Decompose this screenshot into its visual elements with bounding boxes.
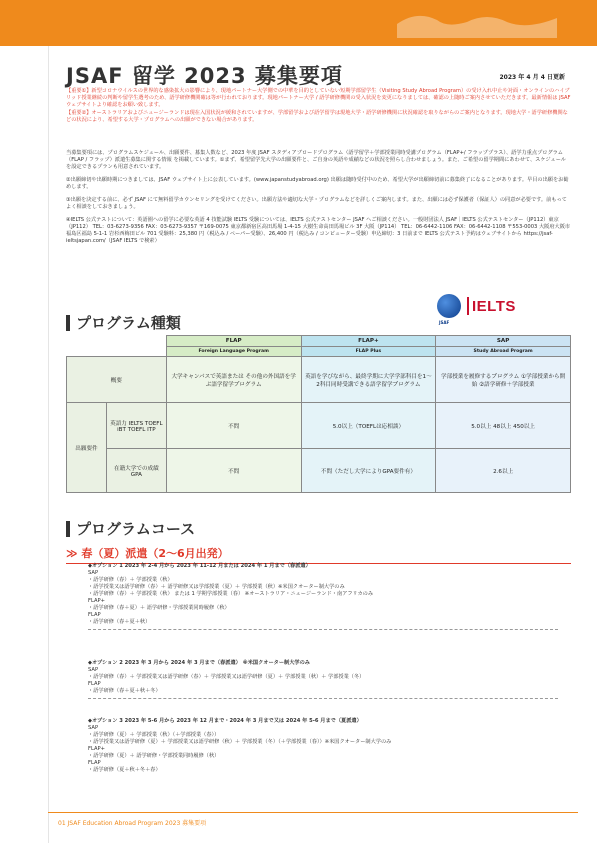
col-flapplus-sub: FLAP Plus	[301, 347, 436, 357]
option-line: ・語学研修（春）＋ 学部授業（秋）	[88, 577, 173, 583]
heading-bar	[66, 315, 70, 331]
option-line: FLAP+	[88, 598, 106, 604]
world-map-graphic	[387, 4, 567, 44]
table-corner	[67, 336, 167, 347]
table-corner-2	[67, 347, 167, 357]
updated-date: 2023 年 4 月 4 日更新	[499, 74, 565, 81]
paragraph-ielts: ④IELTS 公式テストについて：英語圏への留学に必要な英語 4 技能試験 IELTS 受験については、IELTS 公式テストセンター JSAF へご相談ください。一般財団法人 JSAF｜IELTS 公式テストセンター（JP112）東京（JP112） TEL：03-6273-9356 FAX：03-6273-9357 〒169-0075 東京都新宿区高田馬場 1-4-15 大樹生命高田馬場ビル 3F 大阪（JP114） TEL：06-6442-1106 FAX：06-6442-1108 〒553-0003 大阪府大阪市福島区福島 5-1-1 岩杉西梅田ビル 701 受験料：25,380 円（税込み / ペーパー受験）、26,400 円（税込み / コンピューター受験）申込締切：3 日前まで IELTS 公式テスト予約はウェブサイトから https://jsaf-ieltsjapan.com/（JSAF IELTS で検索）	[66, 217, 571, 244]
program-course-heading	[66, 518, 195, 539]
option-1-title: ◆オプション 1 2023 年 2-4 月から 2023 年 11-12 月または 2024 年 1 月まで（春派遣）	[88, 563, 311, 569]
footer-rule	[48, 812, 578, 813]
col-flapplus-header	[301, 336, 436, 347]
page-title: JSAF 留学 2023 募集要項	[66, 64, 343, 88]
option-line: ・語学授業又は語学研修（夏）＋ 学部授業又は語学研修（秋）＋ 学部授業（冬）（＋学部授業（春））※米国クオーター制大学のみ	[88, 739, 392, 745]
cell-flapplus-english: 5.0以上（TOEFLは応相談）	[301, 403, 436, 449]
option-line: ・語学研修（春＋夏＋秋）	[88, 619, 151, 625]
option-line: SAP	[88, 725, 99, 731]
spring-departure-text: 春（夏）派遣（2〜6月出発）	[81, 547, 229, 560]
row-requirements-label: 出願要件	[67, 403, 107, 493]
table-row-gpa	[67, 449, 571, 493]
paragraph-counseling: ③出願を決定する前に、必ず JSAF にて無料留学カウンセリングを受けてください。出願方法や適切な大学・プログラムなどを詳しくご案内します。また、出願には必ず保護者（保証人）の同意が必要です。前もってよく相談をしておきましょう。	[66, 197, 567, 210]
col-flap-name: FLAP	[225, 338, 242, 344]
col-sap-sub: Study Abroad Program	[436, 347, 571, 357]
option-2-title: ◆オプション 2 2023 年 3 月から 2024 年 3 月まで（春派遣） ※米国クオーター制大学のみ	[88, 660, 310, 666]
heading-bar	[66, 521, 70, 537]
dashed-divider	[88, 629, 558, 630]
cell-flap-english: 不問	[166, 403, 301, 449]
cell-sap-gpa: 2.6以上	[436, 449, 571, 493]
col-sap-header	[436, 336, 571, 347]
page-footer: 01 JSAF Education Abroad Program 2023 募集要項	[58, 820, 207, 827]
notice-1: 【重要①】新型コロナウイルスの世界的な感染拡大の影響により、現地パートナー大学側での中華を目的としていない短期学部留学生（Visiting Study Abroad Program）の受け入れ中止や対面・オンラインのハイブリッド授業継続の判断や留学生選考のため、語学研修機関確は等が行われております。現地パートナー大学 / 語学研修機関の受入状況を変更になりましては、確認の上随時ご案内させていただきます。最新情報は JSAF ウェブサイトより確認をお願い致します。	[66, 88, 571, 108]
option-line: SAP	[88, 570, 99, 576]
table-row-overview	[67, 357, 571, 403]
option-line: FLAP	[88, 681, 101, 687]
option-line: ・語学研修（夏＋秋＋冬＋春）	[88, 767, 161, 773]
col-flapplus-name: FLAP+	[358, 338, 379, 344]
course-option-2	[88, 660, 558, 699]
table-header-row	[67, 336, 571, 347]
option-line: SAP	[88, 667, 99, 673]
program-course-heading-text: プログラムコース	[76, 520, 196, 538]
table-row-english	[67, 403, 571, 449]
spring-departure-subheading	[66, 545, 571, 564]
course-option-1	[88, 563, 558, 630]
option-line: FLAP	[88, 760, 101, 766]
option-line: ・語学研修（夏）＋ 学部授業（秋）（＋学部授業（春））	[88, 732, 220, 738]
dashed-divider	[88, 698, 558, 699]
option-line: FLAP	[88, 612, 101, 618]
cell-flap-overview: 大学キャンパスで英語または その他の外国語を学ぶ語学留学プログラム	[166, 357, 301, 403]
ielts-logo-bar	[467, 297, 469, 315]
cell-flapplus-overview: 英語を学びながら、最終学期に大学学部科目を1〜2科目同時受講できる語学留学プログラム	[301, 357, 436, 403]
row-english-label: 英語力 IELTS TOEFL iBT TOEFL ITP	[106, 403, 166, 449]
notice-2: 【重要②】オーストラリアおよびニュージーランドは現在入国状況が緩和されていますが、学部留学および語学留学は現地大学・語学研修機関に状況確認を取りながらのご案内となります。現地大学・語学研修機関などの状況により、希望する大学・プログラムへの出願ができない場合があります。	[66, 110, 568, 123]
cell-flapplus-gpa: 不問（ただし大学によりGPA要件有）	[301, 449, 436, 493]
row-overview-label: 概要	[67, 357, 167, 403]
option-line: ・語学研修（夏）＋ 語学研修・学部授業同時履修（秋）	[88, 753, 220, 759]
jsaf-globe-icon	[437, 294, 461, 325]
double-chevron-icon: ≫	[66, 547, 82, 560]
col-flap-sub: Foreign Language Program	[166, 347, 301, 357]
guide-text	[66, 150, 571, 251]
option-3-title: ◆オプション 3 2023 年 5-6 月から 2023 年 12 月まで・2024 年 3 月まで又は 2024 年 5-6 月まで（夏派遣）	[88, 718, 362, 724]
option-line: ・語学授業又は語学研修（春）＋ 語学研修又は学部授業（夏）＋ 学部授業（秋）※米国クオーター制大学のみ	[88, 584, 345, 590]
cell-sap-overview: 学部授業を履修するプログラム ①学部授業から開始 ②語学研修＋学部授業	[436, 357, 571, 403]
option-line: ・語学研修（春＋夏）＋ 語学研修・学部授業同時履修（秋）	[88, 605, 230, 611]
important-notices	[66, 88, 571, 125]
table-subheader-row	[67, 347, 571, 357]
cell-sap-english: 5.0以上 48以上 450以上	[436, 403, 571, 449]
jsaf-logo-text: JSAF	[439, 320, 450, 325]
col-sap-name: SAP	[496, 338, 510, 344]
program-types-heading-text: プログラム種類	[76, 314, 181, 332]
program-types-heading	[66, 312, 181, 333]
option-line: ・語学研修（春）＋ 学部授業（秋） または 1 学期学部授業（春） ※オーストラリア・ニュージーランド・南アフリカのみ	[88, 591, 374, 597]
option-line: FLAP+	[88, 746, 106, 752]
paragraph-intro: 当募集要項には、プログラムスケジュール、出願要件、募集人数など、2023 年度 JSAF スタディアブロードプログラム（語学留学＋学部授業同時受講プログラム（FLAP+/ フラッププラス）、語学力重点プログラム（FLAP / フラップ）派遣生募集に関する情報 を掲載しています。①まず、希望留学先大学の出願要件と、ご自身の英語や成績などの状況を照らし合わせましょう。また、ご希望の留学期間にあわせて、スケジュールを設定できるプランも用意されています。	[66, 150, 566, 170]
top-banner	[0, 0, 597, 46]
col-flap-header	[166, 336, 301, 347]
cell-flap-gpa: 不問	[166, 449, 301, 493]
program-table	[66, 335, 571, 493]
paragraph-deadline: ②出願締切や出願時期につきましては、JSAF ウェブサイト上に公表しています。(www.japanstudyabroad.org) 出願は随時受付中のため、希望大学が出願締切前に募集終了になることがあります。早目の出願をお勧めします。	[66, 177, 569, 190]
option-line: ・語学研修（春）＋ 学部授業又は語学研修（春）＋ 学部授業又は語学研修（夏）＋ 学部授業（秋）＋ 学部授業（冬）	[88, 674, 365, 680]
ielts-logo-text: IELTS	[472, 297, 516, 315]
option-line: ・語学研修（春＋夏＋秋＋冬）	[88, 688, 161, 694]
course-option-3	[88, 718, 558, 774]
ielts-logo	[467, 297, 516, 315]
row-gpa-label: 在籍大学での成績 GPA	[106, 449, 166, 493]
partner-logos	[437, 293, 557, 325]
